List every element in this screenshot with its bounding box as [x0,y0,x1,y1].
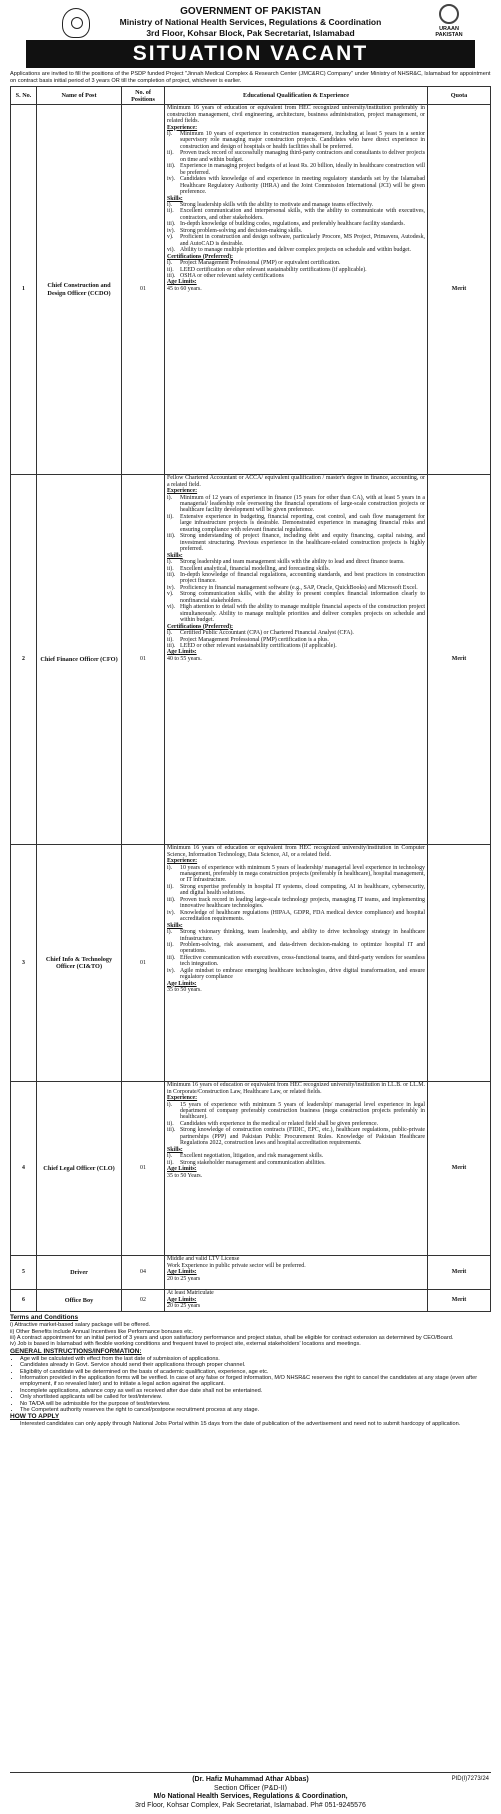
terms-item: iii) A contract appointment for an initial period of 3 years and upon satisfactory performance and project status, shall be eligible for contract extension as determined by CEO/Board. [10,1335,454,1341]
item-number: ii). [167,1159,174,1166]
age-limit-label: Age Limits: [167,980,197,987]
item-text: Minimum 10 years of experience in construction management, including at least 5 years in a senior supervisory role managing major construction projects. Candidates who have direct experience in construction and design of hospitals or health facilities shall be preferred. [180,131,425,150]
item-number: ii). [167,513,174,520]
item-text: Agile mindset to embrace emerging healthcare technologies, drive digital transformation, and ensure regulatory compliance [180,967,425,981]
education-text: At least Matriculate [167,1290,214,1297]
section-list [167,559,425,624]
gov-title: GOVERNMENT OF PAKISTAN [180,6,321,17]
item-text: Strong understanding of project finance, including debt and equity financing, capital raising, and investment structuring. Previous experience in the healthcare-related construction projects is highly preferred. [180,533,425,553]
table-row [11,1256,491,1290]
list-item [167,247,425,253]
age-limit-label: Age Limits: [167,1166,197,1173]
section-title: Skills: [167,922,183,929]
education-text: Minimum 16 years of education or equivalent from HEC recognized university/institution in Computer Science, Information Technology, Data Science, AI, or a related field. [167,845,425,858]
terms-item: i) Attractive market-based salary package will be offered. [10,1322,151,1329]
item-number: vi). [167,247,176,254]
positions-count: 01 [122,1082,165,1256]
section-list [167,929,425,981]
positions-count: 02 [122,1290,165,1312]
list-item [167,234,425,247]
item-number: iv). [167,909,176,916]
education-text: Middle and valid LTV License [167,1256,240,1263]
general-item: • Incomplete applications, advance copy as well as received after due date shall not be entertained. [20,1388,491,1394]
item-text: Extensive experience in budgeting, financial reporting, cost control, and cash flow management for large infrastructure projects is desirable. Demonstrated experience in managing financial risks and ensuring compliance with relevant financial regulations. [180,513,425,533]
quota-value: Merit [428,475,491,845]
section-title: Certifications (Preferred): [167,623,234,630]
age-limit-value: 35 to 50 years. [167,987,202,994]
positions-count: 04 [122,1256,165,1290]
table-row [11,845,491,1082]
item-number: ii). [167,266,174,273]
ministry-address: 3rd Floor, Kohsar Block, Pak Secretariat, Islamabad [146,28,355,38]
serial-number: 2 [11,475,37,845]
item-number: i). [167,494,173,501]
list-item [167,1102,425,1121]
item-text: Proven track record of successfully managing third-party contractors and consultants to deliver projects on time and within budget. [180,150,425,163]
qualification-cell [165,1082,428,1256]
list-item [167,643,425,649]
quota-value [428,845,491,1082]
signature-block [0,1776,501,1810]
age-limit-label: Age Limits: [167,1269,197,1276]
item-number: ii). [167,208,174,215]
section-title: Experience: [167,488,198,495]
positions-count: 01 [122,475,165,845]
list-item [167,1160,425,1166]
general-item: • Age will be calculated with effect from the last date of submission of applications. [20,1356,491,1362]
section-title: Experience: [167,1095,198,1102]
section-list [167,630,425,649]
item-text: Excellent communication and interpersonal skills, with the ability to communicate with executives, contractors, and other stakeholders. [180,208,425,221]
item-text: Proficiency in financial management software (e.g., SAP, Oracle, QuickBooks) and Microsoft Excel. [180,584,418,591]
list-item [167,968,425,981]
item-text: LEED or other relevant sustainability certifications (if applicable). [180,642,337,649]
item-number: ii). [167,1120,174,1127]
header-sno: S. No. [11,87,37,105]
item-text: Candidates with experience in the medical or related field shall be given preference. [180,1120,379,1127]
item-number: iii). [167,896,176,903]
uraan-pakistan-logo [429,4,469,38]
section-title: Certifications (Preferred): [167,253,234,260]
item-number: i). [167,1101,173,1108]
item-number: ii). [167,941,174,948]
age-limit-label: Age Limits: [167,1296,197,1303]
post-name: Driver [37,1256,122,1290]
serial-number: 3 [11,845,37,1082]
list-item [167,865,425,884]
general-title: GENERAL INSTRUCTIONS/INFORMATION: [10,1347,142,1355]
section-title: Experience: [167,858,198,865]
list-item [167,208,425,221]
item-number: ii). [167,565,174,572]
signatory-address: 3rd Floor, Kohsar Complex, Pak Secretariat, Islamabad. Ph# 051-9245576 [135,1801,366,1809]
item-number: iii). [167,533,176,540]
serial-number: 4 [11,1082,37,1256]
quota-value: Merit [428,1082,491,1256]
item-number: i). [167,864,173,871]
item-number: v). [167,234,174,241]
item-number: i). [167,260,173,267]
section-list [167,1102,425,1147]
table-row [11,105,491,475]
item-text: Excellent negotiation, litigation, and risk management skills. [180,1153,324,1160]
post-name: Chief Info & Technology Officer (CI&TO) [37,845,122,1082]
general-item: • Only shortlisted applicants will be called for test/interview. [20,1394,491,1400]
item-number: i). [167,630,173,637]
item-text: Strong stakeholder management and communication abilities. [180,1159,326,1166]
item-number: iv). [167,227,176,234]
age-limit-label: Age Limits: [167,649,197,656]
ministry-name: Ministry of National Health Services, Regulations & Coordination [119,17,382,27]
item-text: In-depth knowledge of financial regulations, accounting standards, and best practices in construction project finance. [180,571,425,585]
list-item [167,1127,425,1146]
header-post: Name of Post [37,87,122,105]
quota-value: Merit [428,1290,491,1312]
item-number: v). [167,591,174,598]
item-number: iv). [167,584,176,591]
qualification-cell [165,845,428,1082]
item-number: i). [167,201,173,208]
item-text: Strong visionary thinking, team leadership, and ability to drive technology strategy in healthcare infrastructure. [180,929,425,942]
education-text: Fellow Chartered Accountant or ACCA/ equivalent qualification / master's degree in finance, accounting, or a related field. [167,475,425,488]
post-name: Chief Construction and Design Officer (CCDO) [37,105,122,475]
item-number: i). [167,929,173,936]
item-number: iii). [167,163,176,170]
section-list [167,1153,425,1166]
extra-text: Work Experience in public private sector will be preferred. [167,1262,306,1269]
list-item [167,572,425,585]
item-text: 10 years of experience with minimum 5 years of leadership/ managerial level experience in technology management, preferably in mega construction projects (preferably in healthcare), hospital management, or IT infrastructure. [180,864,425,884]
general-item: • Information provided in the application forms will be verified. In case of any false or forged information, M/O NHSR&C reserves the right to cancel the candidates at any stage (even after employment, if so revealed later) and to initiate a legal action against the applicant. [20,1375,491,1388]
item-number: iii). [167,221,176,228]
item-text: High attention to detail with the ability to manage multiple financial aspects of the construction project simultaneously. Ability to manage multiple priorities and deliver complex projects on schedule and within budget. [180,604,425,624]
list-item [167,929,425,942]
signatory-name: (Dr. Hafiz Muhammad Athar Abbas) [192,1776,309,1783]
qualification-cell [165,475,428,845]
general-list [10,1356,491,1414]
list-item [167,533,425,552]
age-limit-value: 35 to 50 Years. [167,1172,203,1179]
logo-text: URAAN PAKISTAN [435,26,463,38]
item-number: i). [167,559,173,566]
item-text: Minimum of 12 years of experience in finance (15 years for other than CA), with at least 5 years in a managerial/ leadership role overseeing the financial operations of large-scale construction projects or healthcare facility development will be given preference. [180,494,425,514]
table-row [11,1082,491,1256]
item-number: i). [167,1153,173,1160]
header [0,0,501,40]
item-text: In-depth knowledge of building codes, regulations, and preferably healthcare facility standards. [180,221,405,228]
quota-value: Merit [428,105,491,475]
item-text: 15 years of experience with minimum 5 years of leadership/ managerial level experience in legal department of company preferably construction business (mega construction projects preferably in healthcare). [180,1101,425,1121]
education-text: Minimum 16 years of education or equivalent from HEC recognized university/institution preferably in construction management, civil engineering, architecture, business administration, project management, or related fields. [167,105,425,125]
post-name: Office Boy [37,1290,122,1312]
item-text: Strong problem-solving and decision-making skills. [180,227,303,234]
list-item [167,942,425,955]
list-item [167,495,425,514]
terms-title: Terms and Conditions [10,1314,79,1322]
item-text: Project Management Professional (PMP) or equivalent certification. [180,260,341,267]
pid-number: PID(I)7273/24 [451,1776,489,1782]
item-number: iii). [167,571,176,578]
list-item [167,884,425,897]
list-item [167,604,425,623]
item-text: Strong leadership skills with the ability to motivate and manage teams effectively. [180,201,374,208]
section-list [167,131,425,196]
item-number: iii). [167,954,176,961]
item-text: Certified Public Accountant (CPA) or Chartered Financial Analyst (CFA). [180,630,354,637]
general-item: • The Competent authority reserves the right to cancel/postpone recruitment process at any stage. [20,1407,491,1413]
item-text: Strong leadership and team management skills with the ability to lead and direct finance teams. [180,559,405,566]
age-limit-label: Age Limits: [167,279,197,286]
list-item [167,514,425,533]
list-item [167,591,425,604]
signatory-designation: Section Officer (P&D-II) [213,1784,287,1792]
item-number: ii). [167,150,174,157]
item-text: Knowledge of healthcare regulations (HIPAA, GDPR, FDA medical device compliance) and hospital accreditation requirements. [180,909,425,923]
age-limit-value: 20 to 25 years [167,1303,201,1310]
intro-paragraph: Applications are invited to fill the positions of the PSDP funded Project "Jinnah Medical Complex & Research Center (JMC&RC) Company" under Ministry of NHSR&C, Islamabad for appointment on contract basis initial period of 3 years OR till the completion of project, whichever is earlier. [10,71,491,84]
terms-section [10,1314,491,1428]
section-title: Experience: [167,124,198,131]
item-number: ii). [167,883,174,890]
apply-title: HOW TO APPLY [10,1413,60,1421]
general-item: • Eligibility of candidate will be determined on the basis of academic qualification, experience, age etc. [20,1369,491,1375]
item-number: iv). [167,176,176,183]
item-text: Ability to manage multiple priorities and deliver complex projects on schedule and within budget. [180,247,411,254]
item-text: LEED certification or other relevant sustainability certifications (if applicable). [180,266,367,273]
item-text: Effective communication with executives, cross-functional teams, and third-party vendors for seamless tech integration. [180,954,425,968]
list-item [167,150,425,163]
list-item [167,955,425,968]
section-list [167,865,425,923]
table-row [11,1290,491,1312]
item-text: Strong expertise preferably in hospital IT systems, cloud computing, AI in healthcare, cybersecurity, and digital health solutions. [180,883,425,897]
list-item [167,131,425,150]
header-positions: No. of Positions [122,87,165,105]
item-number: iv). [167,967,176,974]
item-number: iii). [167,272,176,279]
item-number: vi). [167,604,176,611]
general-item: • Candidates already in Govt. Service should send their applications through proper channel. [20,1362,491,1368]
serial-number: 1 [11,105,37,475]
item-text: Strong knowledge of construction contracts (FIDIC, EPC, etc.), healthcare regulations, public-private partnerships (PPP) and Pakistan Public Procurement Rules. Knowledge of Pakistan Healthcare Regulations 2022, construction laws and hospital accreditation requirements. [180,1127,425,1147]
item-text: Project Management Professional (PMP) certification is a plus. [180,636,329,643]
list-item [167,163,425,176]
section-list [167,260,425,279]
list-item [167,176,425,195]
terms-item: ii) Other Benefits include Annual Incentives like Performance bonuses etc. [10,1328,194,1335]
apply-text: Interested candidates can only apply through National Jobs Portal within 15 days from the date of publication of the advertisement and need not to submit hardcopy of application. [20,1421,461,1428]
item-number: iii). [167,1127,176,1134]
item-number: iii). [167,642,176,649]
item-text: Proven track record in leading large-scale technology projects, managing IT teams, and implementing innovative healthcare technologies. [180,896,425,910]
serial-number: 6 [11,1290,37,1312]
table-row [11,475,491,845]
section-list [167,202,425,254]
item-number: i). [167,131,173,137]
qualification-cell [165,1256,428,1290]
general-item: • No TA/DA will be admissible for the purpose of test/interview. [20,1401,491,1407]
age-limit-value: 40 to 55 years. [167,655,202,662]
item-number: ii). [167,636,174,643]
item-text: OSHA or other relevant safety certifications [180,272,284,279]
positions-count: 01 [122,105,165,475]
section-title: Skills: [167,552,183,559]
section-title: Skills: [167,195,183,202]
item-text: Proficient in construction and design software, particularly Procore, MS Project, Primavera, Autodesk, and AutoCAD is desirable. [180,234,425,247]
signatory-org: M/o National Health Services, Regulations & Coordination, [153,1793,348,1800]
qualification-cell [165,105,428,475]
header-text [0,6,501,39]
situation-vacant-banner: SITUATION VACANT [26,40,475,68]
list-item [167,273,425,279]
section-list [167,495,425,553]
list-item [167,910,425,923]
qualification-cell [165,1290,428,1312]
quota-value: Merit [428,1256,491,1290]
item-text: Experience in managing project budgets of at least Rs. 20 billion, ideally in healthcare construction will be preferred. [180,163,425,176]
terms-item: iv) Job is based in Islamabad with flexible working conditions and frequent travel to project site, external stakeholders' locations and meetings. [10,1341,361,1348]
education-text: Minimum 16 years of education or equivalent from HEC recognized university/institution in LL.B. or LL.M. in Corporate/Construction Law, Healthcare Law, or related fields. [167,1082,425,1095]
post-name: Chief Finance Officer (CFO) [37,475,122,845]
table-header-row [11,87,491,105]
serial-number: 5 [11,1256,37,1290]
vacancy-table [10,86,491,1312]
age-limit-value: 45 to 60 years. [167,285,202,292]
header-quota: Quota [428,87,491,105]
section-title: Skills: [167,1146,183,1153]
positions-count: 01 [122,845,165,1082]
item-text: Excellent analytical, financial modelling, and forecasting skills. [180,565,330,572]
list-item [167,897,425,910]
item-text: Problem-solving, risk assessment, and data-driven decision-making to optimize hospital IT and operations. [180,941,425,955]
divider [10,1772,491,1773]
age-limit-value: 20 to 25 years [167,1275,201,1282]
item-text: Strong communication skills, with the ability to present complex financial information clearly to nonfinancial stakeholders. [180,591,425,604]
item-text: Candidates with knowledge of and experience in meeting regulatory standards set by the Islamabad Healthcare Regulatory Authority (IHRA) and the Joint Commission International (JCI) will be given preference. [180,176,425,196]
uraan-logo-icon [439,4,459,24]
header-qualification: Educational Qualification & Experience [165,87,428,105]
post-name: Chief Legal Officer (CLO) [37,1082,122,1256]
